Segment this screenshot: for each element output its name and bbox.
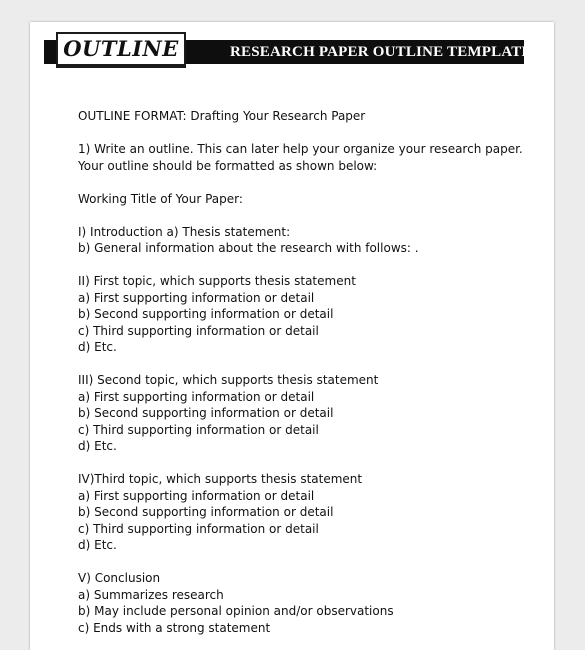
outline-section xyxy=(78,273,523,356)
section-line: V) Conclusion xyxy=(78,571,161,585)
section-line: III) Second topic, which supports thesis statement xyxy=(78,373,379,387)
section-line: c) Third supporting information or detail xyxy=(78,521,319,536)
outline-section xyxy=(78,224,523,257)
working-title-label: Working Title of Your Paper: xyxy=(78,191,243,206)
section-line: c) Third supporting information or detail xyxy=(78,422,319,437)
section-line: c) Third supporting information or detail xyxy=(78,323,319,338)
section-line: I) Introduction a) Thesis statement: xyxy=(78,224,291,239)
section-line: b) Second supporting information or detail xyxy=(78,406,334,420)
outline-section xyxy=(78,471,523,554)
section-line: b) Second supporting information or detail xyxy=(78,505,334,519)
outline-section xyxy=(78,372,523,455)
section-line: b) May include personal opinion and/or observations xyxy=(78,604,394,618)
section-line: II) First topic, which supports thesis statement xyxy=(78,274,356,288)
section-line: a) First supporting information or detail xyxy=(78,389,315,404)
section-line: d) Etc. xyxy=(78,340,117,354)
document-title: RESEARCH PAPER OUTLINE TEMPLATE xyxy=(230,44,532,60)
document-page xyxy=(30,22,554,650)
outline-section xyxy=(78,570,523,636)
section-line: b) Second supporting information or detail xyxy=(78,307,334,321)
format-heading: OUTLINE FORMAT: Drafting Your Research Paper xyxy=(78,109,366,123)
section-line: IV)Third topic, which supports thesis statement xyxy=(78,472,363,486)
document-body xyxy=(78,108,523,636)
outline-badge-text: OUTLINE xyxy=(63,36,179,61)
section-line: a) Summarizes research xyxy=(78,587,224,602)
section-line: b) General information about the research with follows: . xyxy=(78,241,419,255)
section-line: d) Etc. xyxy=(78,538,117,552)
outline-badge xyxy=(56,32,186,68)
section-line: a) First supporting information or detail xyxy=(78,290,315,305)
section-line: c) Ends with a strong statement xyxy=(78,620,271,635)
section-line: a) First supporting information or detail xyxy=(78,488,315,503)
intro-line: 1) Write an outline. This can later help your organize your research paper. xyxy=(78,142,523,156)
intro-line: Your outline should be formatted as shown below: xyxy=(78,158,378,173)
document-header xyxy=(44,32,532,70)
section-line: d) Etc. xyxy=(78,439,117,453)
